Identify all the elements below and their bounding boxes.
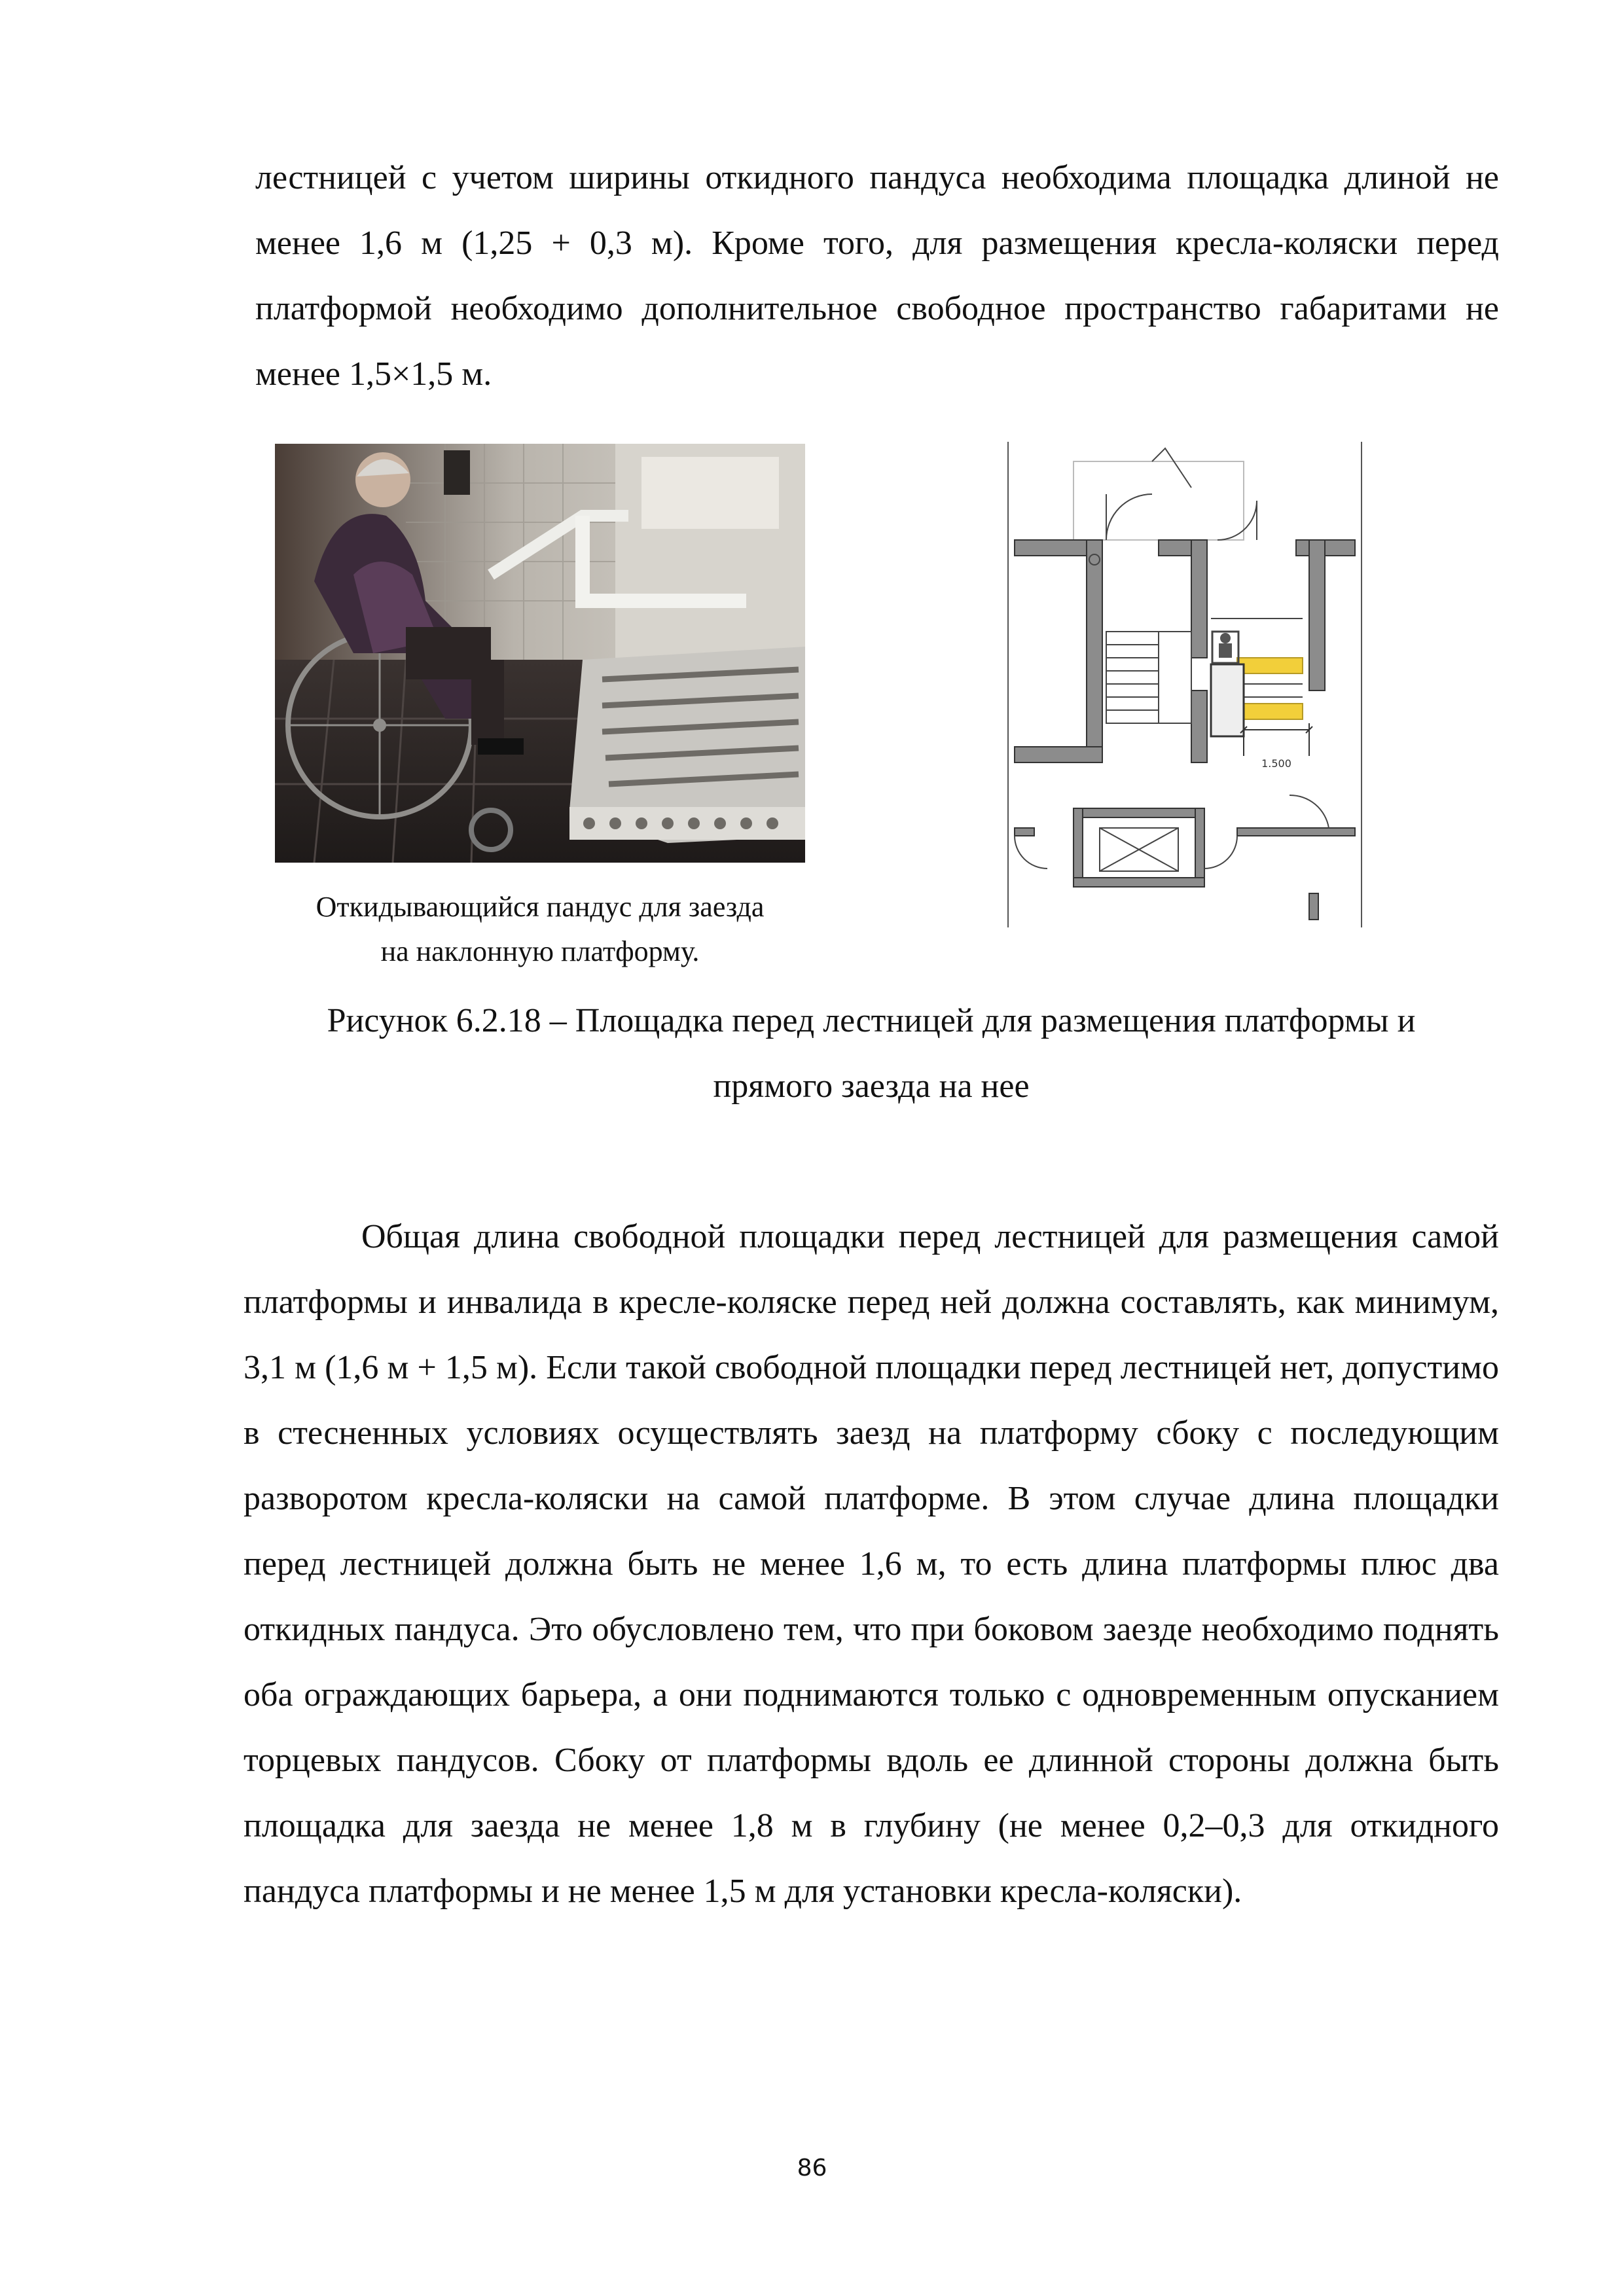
paragraph-main-text: Общая длина свободной площадки перед лестницей для размещения самой платформы и инвалида в кресле-коляске перед ней должна составлять, как минимум, 3,1 м (1,6 м + 1,5 м). Если такой свободной площадки перед лестницей нет, допустимо в стесненных условиях осуществлять заезд на платформу сбоку с последующим разворотом кресла-коляски на самой платформе. В этом случае длина площадки перед лестницей должна быть не менее 1,6 м, то есть длина платформы плюс два откидных пандуса. Это обусловлено тем, что при боковом заезде необходимо поднять оба ограждающих барьера, а они поднимаются только с одновременным опусканием торцевых пандусов. Сбоку от платформы вдоль ее длинной стороны должна быть площадка для заезда не менее 1,8 м в глубину (не менее 0,2–0,3 для откидного пандуса платформы и не менее 1,5 м для установки кресла-коляски). (244, 1218, 1499, 1910)
platform-highlight-bottom (1237, 704, 1303, 719)
figure-caption-line-2: прямого заезда на нее (713, 1067, 1030, 1105)
photo-caption-line-1: Откидывающийся пандус для заезда (316, 891, 765, 923)
photo-illustration (275, 444, 805, 863)
paragraph-main (244, 1204, 1499, 1924)
floor-plan-svg (1001, 442, 1368, 927)
figure-caption (244, 988, 1499, 1119)
paragraph-top: лестницей с учетом ширины откидного пандуса необходима площадка длиной не менее 1,6 м (1,25 + 0,3 м). Кроме того, для размещения кресла-коляски перед платформой необходимо дополнительное свободное пространство габаритами не менее 1,5×1,5 м. (255, 159, 1499, 393)
plan-dimension-label: 1.500 (1261, 757, 1291, 770)
photo-caption (262, 885, 818, 974)
page-number: 86 (797, 2155, 827, 2181)
photo-caption-line-2: на наклонную платформу. (380, 935, 700, 967)
floor-plan-drawing (1001, 442, 1368, 927)
wheelchair-ramp-photo (275, 444, 805, 863)
lift-platform (1211, 664, 1244, 736)
figure-caption-line-1: Рисунок 6.2.18 – Площадка перед лестницей для размещения платформы и (327, 1002, 1416, 1039)
platform-highlight-top (1237, 658, 1303, 673)
wheelchair-symbol-icon (1212, 632, 1238, 663)
